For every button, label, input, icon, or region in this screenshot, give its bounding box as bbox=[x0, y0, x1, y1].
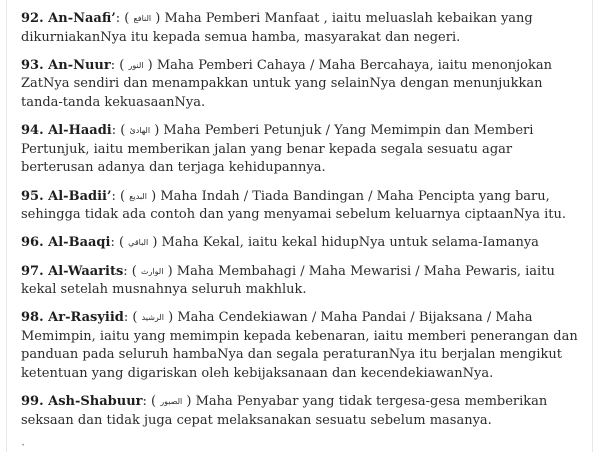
entry-96: 96. Al-Baaqi: ( الباقي ) Maha Kekal, iaitu kekal hidupNya untuk selama-Iamanya bbox=[21, 235, 539, 251]
entry-title: 99. Ash-Shabuur bbox=[21, 394, 143, 410]
entry-98: 98. Ar-Rasyiid: ( الرشيد ) Maha Cendekiawan / Maha Pandai / Bijaksana / Maha Memimpin, iaitu yang memimpin kepada kebenaran, iaitu memberi penerangan dan panduan pada seluruh hambaNya dan segala peraturanNya itu berjalan mengikut ketentuan yang digariskan oleh kebijaksanaan dan kecendekiawanNya. bbox=[21, 310, 578, 382]
arabic-name: النور bbox=[128, 60, 144, 70]
entry-meaning: Maha Indah / Tiada Bandingan / Maha Pencipta yang baru, sehingga tidak ada contoh dan yang menyamai sebelum keluarnya ciptaanNya itu. bbox=[21, 188, 566, 223]
arabic-name: الصبور bbox=[160, 397, 183, 407]
arabic-name: الرشيد bbox=[141, 313, 164, 323]
entry-meaning: Maha Kekal, iaitu kekal hidupNya untuk selama-Iamanya bbox=[161, 235, 539, 251]
entry-95: 95. Al-Badii’: ( البديع ) Maha Indah / Tiada Bandingan / Maha Pencipta yang baru, sehingga tidak ada contoh dan yang menyamai sebelum keluarnya ciptaanNya itu. bbox=[21, 188, 566, 223]
entry-meaning: Maha Pemberi Cahaya / Maha Bercahaya, iaitu menonjokan ZatNya sendiri dan menampakkan untuk yang selainNya dengan menunjukkan tanda-tanda kekuasaanNya. bbox=[21, 57, 552, 110]
arabic-name: النافع bbox=[133, 14, 152, 23]
entry-title: 95. Al-Badii’ bbox=[21, 188, 112, 204]
entry-97: 97. Al-Waarits: ( الوارث ) Maha Membahagi / Maha Mewarisi / Maha Pewaris, iaitu kekal setelah musnahnya seluruh makhluk. bbox=[21, 263, 555, 298]
entry-title: 96. Al-Baaqi bbox=[21, 235, 111, 251]
entry-title: 97. Al-Waarits bbox=[21, 263, 124, 279]
entry-meaning: Maha Membahagi / Maha Mewarisi / Maha Pewaris, iaitu kekal setelah musnahnya seluruh makhluk. bbox=[21, 263, 555, 298]
entry-title: 92. An-Naafi’ bbox=[21, 11, 116, 26]
trailing-mark: · bbox=[21, 438, 26, 453]
entry-93: 93. An-Nuur: ( النور ) Maha Pemberi Cahaya / Maha Bercahaya, iaitu menonjokan ZatNya sendiri dan menampakkan untuk yang selainNya dengan menunjukkan tanda-tanda kekuasaanNya. bbox=[21, 57, 552, 110]
arabic-name: الباقي bbox=[128, 238, 149, 248]
entry-99: 99. Ash-Shabuur: ( الصبور ) Maha Penyabar yang tidak tergesa-gesa memberikan seksaan dan tidak juga cepat melaksanakan sesuatu sebelum masanya. bbox=[21, 394, 548, 428]
entry-title: 94. Al-Haadi bbox=[21, 123, 112, 139]
entry-meaning: Maha Cendekiawan / Maha Pandai / Bijaksana / Maha Memimpin, iaitu yang memimpin kepada kebenaran, iaitu memberi penerangan dan panduan pada seluruh hambaNya dan segala peraturanNya itu berjalan mengikut ketentuan yang digariskan oleh kebijaksanaan dan kecendekiawanNya. bbox=[21, 310, 578, 382]
entry-94: 94. Al-Haadi: ( الهادئ ) Maha Pemberi Petunjuk / Yang Memimpin dan Memberi Pertunjuk, iaitu memberikan jalan yang benar kepada segala sesuatu agar berterusan adanya dan terjaga kehidupannya. bbox=[21, 123, 534, 176]
arabic-name: الوارث bbox=[141, 266, 164, 276]
arabic-name: الهادئ bbox=[129, 126, 151, 136]
document-page bbox=[6, 0, 593, 452]
entry-meaning: Maha Penyabar yang tidak tergesa-gesa memberikan seksaan dan tidak juga cepat melaksanakan sesuatu sebelum masanya. bbox=[21, 394, 548, 428]
entry-92: 92. An-Naafi’: ( النافع ) Maha Pemberi Manfaat , iaitu meluaslah kebaikan yang dikurniakanNya itu kepada semua hamba, masyarakat dan negeri. bbox=[21, 11, 533, 45]
entry-title: 93. An-Nuur bbox=[21, 57, 111, 73]
entry-title: 98. Ar-Rasyiid bbox=[21, 310, 124, 326]
arabic-name: البديع bbox=[129, 191, 147, 201]
entry-meaning: Maha Pemberi Petunjuk / Yang Memimpin dan Memberi Pertunjuk, iaitu memberikan jalan yang benar kepada segala sesuatu agar berterusan adanya dan terjaga kehidupannya. bbox=[21, 123, 534, 176]
entry-meaning: Maha Pemberi Manfaat , iaitu meluaslah kebaikan yang dikurniakanNya itu kepada semua hamba, masyarakat dan negeri. bbox=[21, 11, 533, 45]
